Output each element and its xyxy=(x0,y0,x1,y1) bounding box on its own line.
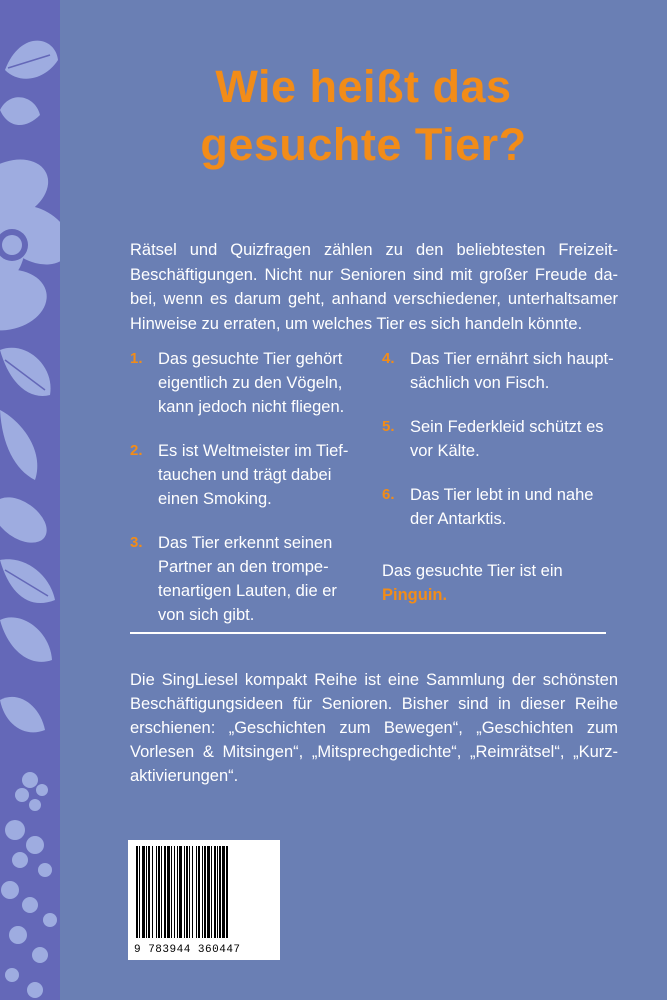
clue-line: Das Tier lebt in und nahe xyxy=(410,486,594,504)
barcode-bar xyxy=(219,846,221,938)
answer-animal: Pinguin. xyxy=(382,586,448,604)
barcode-bars-icon xyxy=(134,846,274,938)
clue-item xyxy=(382,415,622,463)
clue-number: 2. xyxy=(130,442,143,459)
intro-line: bei, wenn es darum geht, anhand verschiedener, unterhaltsamer xyxy=(130,290,618,308)
clue-number: 1. xyxy=(130,350,143,367)
title-line-2: gesuchte Tier? xyxy=(200,119,527,170)
clue-number: 4. xyxy=(382,350,395,367)
clue-item xyxy=(382,347,622,395)
divider xyxy=(130,632,606,634)
isbn-number: 9 783944 360447 xyxy=(134,944,241,956)
barcode-bar xyxy=(146,846,147,938)
barcode-bar xyxy=(174,846,175,938)
clue-line: Das gesuchte Tier gehört xyxy=(158,350,343,368)
barcode-bar xyxy=(171,846,172,938)
barcode-bar xyxy=(167,846,170,938)
clues-right-column xyxy=(382,347,622,551)
clue-line: Partner an den trompe- xyxy=(158,558,329,576)
barcode-bar xyxy=(217,846,218,938)
barcode-bar xyxy=(211,846,212,938)
floral-pattern-icon xyxy=(0,0,60,1000)
answer-text: Das gesuchte Tier ist ein xyxy=(382,562,563,580)
series-line: aktivierungen“. xyxy=(130,767,239,785)
clue-line: sächlich von Fisch. xyxy=(410,374,550,392)
cover-title xyxy=(60,58,667,174)
clue-line: Es ist Weltmeister im Tief- xyxy=(158,442,349,460)
barcode-bar xyxy=(164,846,166,938)
barcode-bar xyxy=(207,846,210,938)
clues-left-column xyxy=(130,347,370,647)
clue-line: Das Tier ernährt sich haupt- xyxy=(410,350,614,368)
series-line: Die SingLiesel kompakt Reihe ist eine Sammlung der schönsten xyxy=(130,671,618,689)
barcode-bar xyxy=(158,846,160,938)
floral-spine xyxy=(0,0,60,1000)
barcode-bar xyxy=(186,846,188,938)
title-line-1: Wie heißt das xyxy=(215,61,512,112)
barcode-bar xyxy=(161,846,162,938)
barcode-bar xyxy=(184,846,185,938)
clue-line: eigentlich zu den Vögeln, xyxy=(158,374,343,392)
clue-item xyxy=(130,347,370,419)
barcode-bar xyxy=(189,846,190,938)
series-paragraph xyxy=(130,668,618,788)
intro-line: Hinweise zu erraten, um welches Tier es sich handeln könnte. xyxy=(130,314,583,333)
back-cover xyxy=(60,0,667,1000)
clue-line: der Antarktis. xyxy=(410,510,507,528)
barcode-bar xyxy=(142,846,145,938)
barcode-bar xyxy=(156,846,157,938)
barcode-bar xyxy=(139,846,140,938)
clue-line: kann jedoch nicht fliegen. xyxy=(158,398,345,416)
barcode-bar xyxy=(179,846,182,938)
clue-line: Sein Federkleid schützt es xyxy=(410,418,604,436)
clue-line: einen Smoking. xyxy=(158,490,272,508)
clue-line: Das Tier erkennt seinen xyxy=(158,534,333,552)
clue-number: 5. xyxy=(382,418,395,435)
barcode-bar xyxy=(198,846,200,938)
series-line: Beschäftigungsideen für Senioren. Bisher sind in dieser Reihe xyxy=(130,695,618,713)
clue-number: 3. xyxy=(130,534,143,551)
barcode-bar xyxy=(192,846,193,938)
answer-block xyxy=(382,559,563,607)
barcode-bar xyxy=(136,846,138,938)
clue-line: von sich gibt. xyxy=(158,606,255,624)
barcode-bar xyxy=(222,846,225,938)
barcode-bar xyxy=(196,846,197,938)
barcode-bar xyxy=(152,846,153,938)
series-line: erschienen: „Geschichten zum Bewegen“, „Geschichten zum xyxy=(130,719,618,737)
clue-item xyxy=(130,439,370,511)
clue-line: vor Kälte. xyxy=(410,442,480,460)
clue-number: 6. xyxy=(382,486,395,503)
clue-item xyxy=(130,531,370,627)
intro-line: Beschäftigungen. Nicht nur Senioren sind mit großer Freude da- xyxy=(130,265,618,284)
series-line: Vorlesen & Mitsingen“, „Mitsprechgedichte“, „Reimrätsel“, „Kurz- xyxy=(130,743,618,761)
barcode-bar xyxy=(202,846,203,938)
barcode-bar xyxy=(204,846,206,938)
barcode-bar xyxy=(177,846,178,938)
clue-line: tauchen und trägt dabei xyxy=(158,466,332,484)
intro-line: Rätsel und Quizfragen zählen zu den beliebtesten Freizeit- xyxy=(130,241,618,259)
intro-paragraph xyxy=(130,238,618,336)
barcode xyxy=(128,840,280,960)
barcode-bar xyxy=(214,846,216,938)
clue-line: tenartigen Lauten, die er xyxy=(158,582,337,600)
barcode-bar xyxy=(226,846,228,938)
barcode-bar xyxy=(148,846,150,938)
clue-item xyxy=(382,483,622,531)
